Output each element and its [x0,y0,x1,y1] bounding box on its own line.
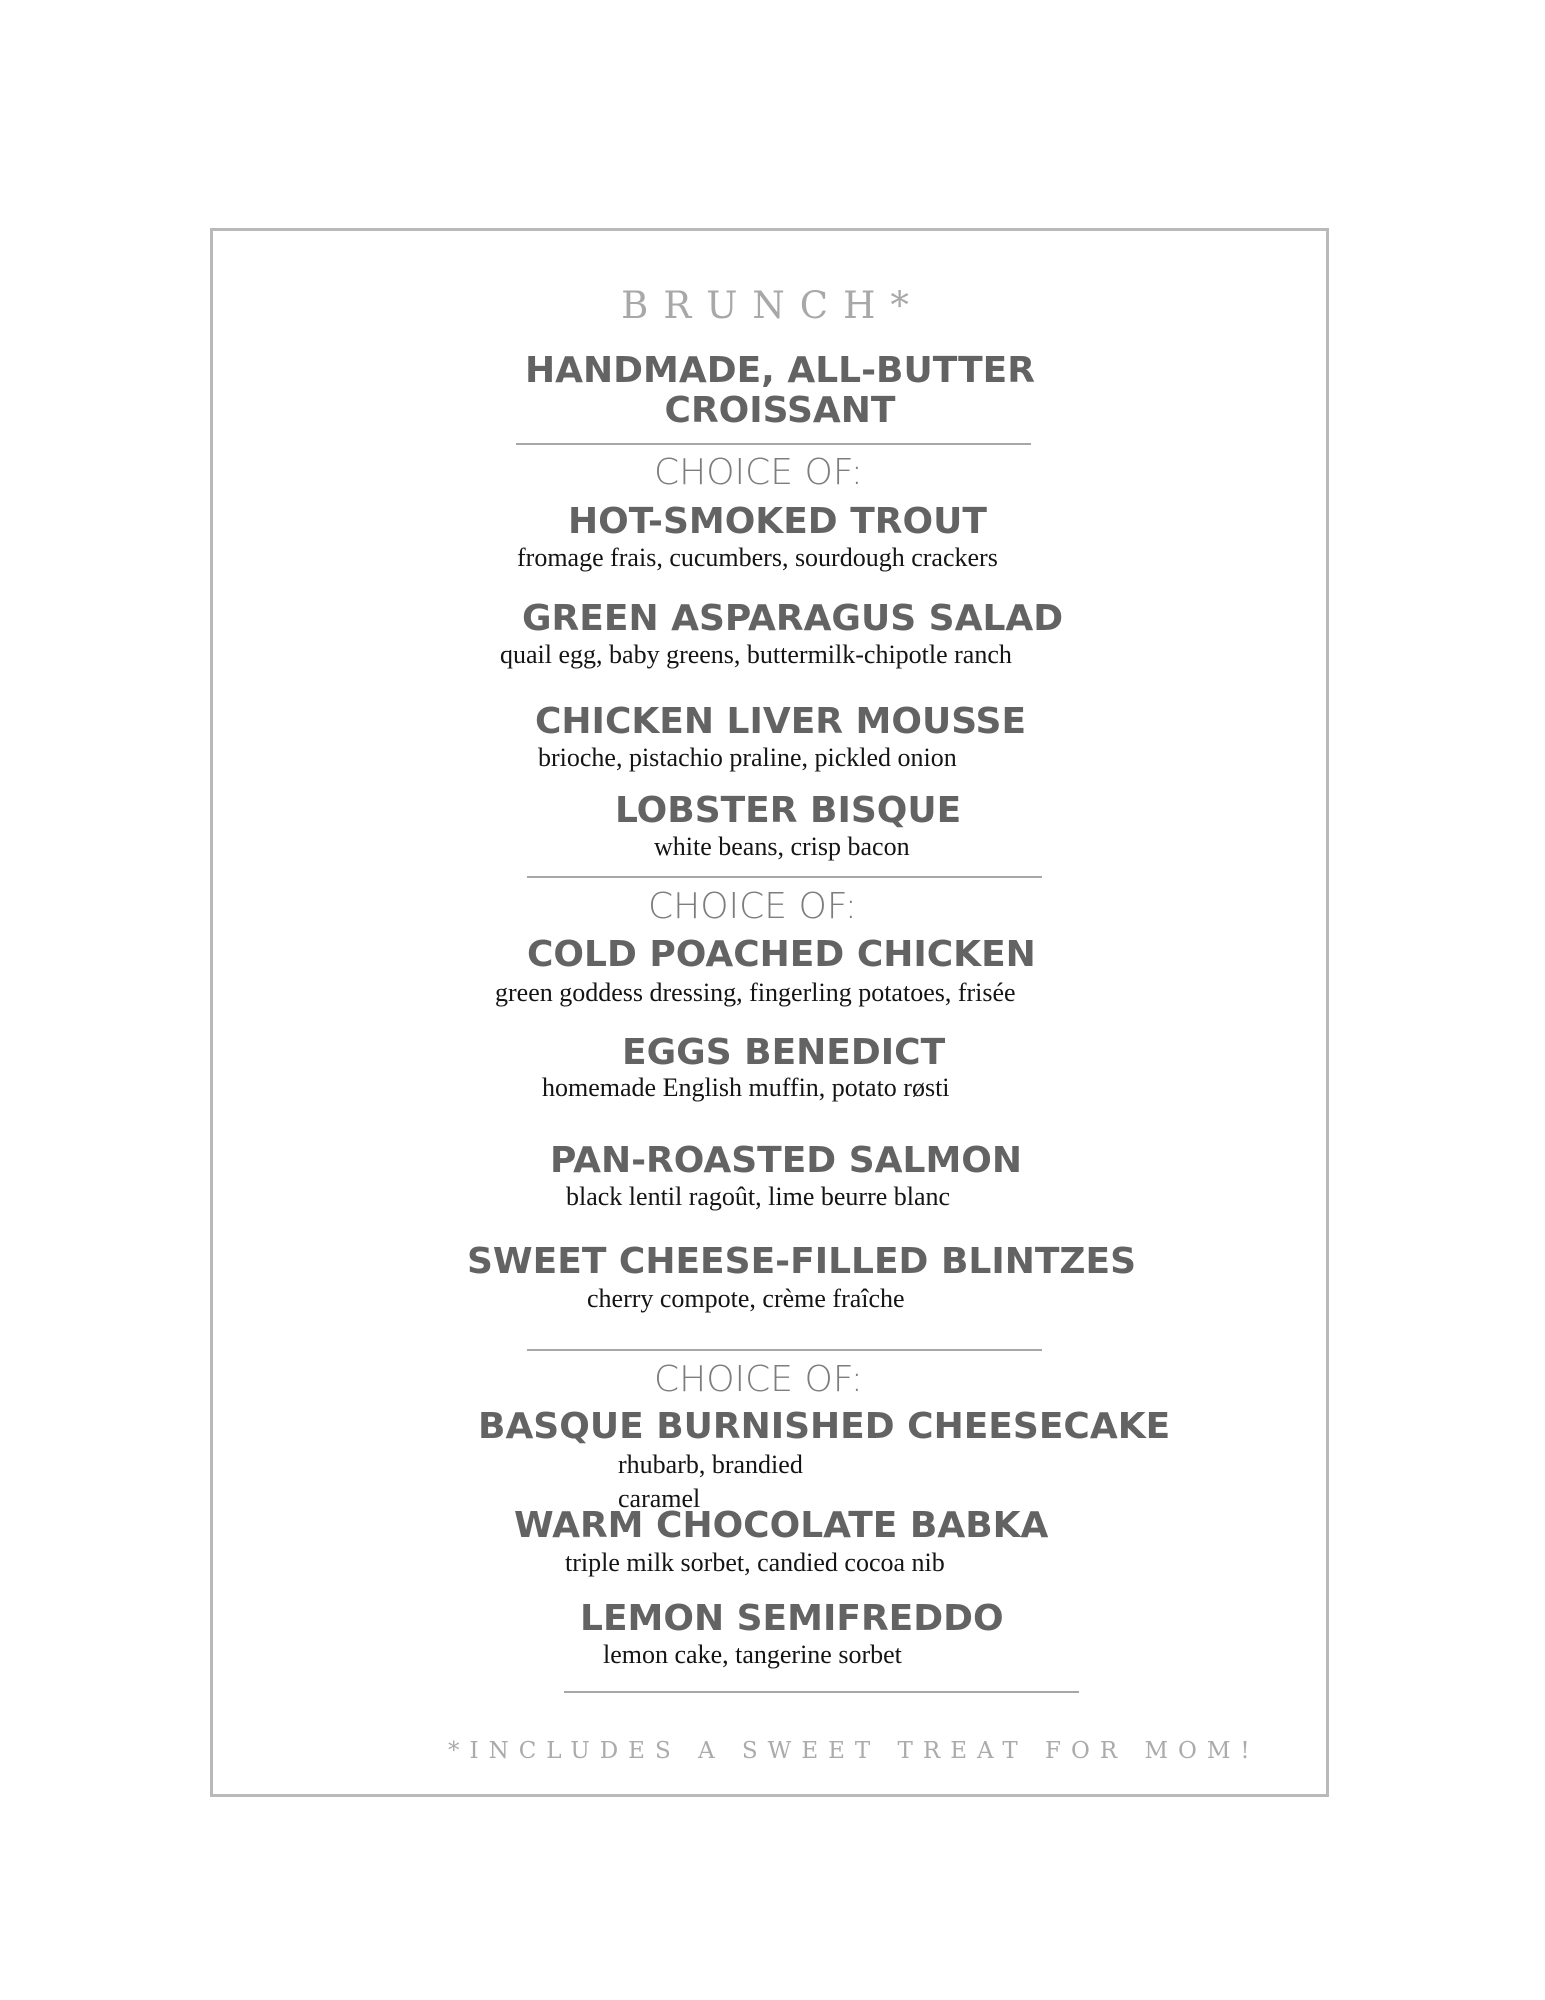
course1-heading: CHOICE OF: [654,452,863,493]
course1-item-4-name: LOBSTER BISQUE [615,790,962,831]
divider [516,443,1031,445]
course1-item-1-name: HOT-SMOKED TROUT [568,501,987,542]
course3-item-2-desc: triple milk sorbet, candied cocoa nib [565,1548,945,1577]
course3-item-2-name: WARM CHOCOLATE BABKA [514,1505,1049,1546]
course2-item-2-name: EGGS BENEDICT [622,1032,946,1073]
course1-item-2-desc: quail egg, baby greens, buttermilk-chipotle ranch [500,640,1012,669]
course2-item-1-desc: green goddess dressing, fingerling potatoes, frisée [495,978,1016,1007]
divider [564,1691,1079,1693]
course3-item-1-name: BASQUE BURNISHED CHEESECAKE [478,1406,1171,1447]
course2-heading: CHOICE OF: [648,886,857,927]
course3-item-3-desc: lemon cake, tangerine sorbet [603,1640,902,1669]
course1-item-3-desc: brioche, pistachio praline, pickled onion [538,743,957,772]
course1-item-2-name: GREEN ASPARAGUS SALAD [522,598,1064,639]
menu-title: BRUNCH* [621,284,924,327]
course2-item-4-name: SWEET CHEESE-FILLED BLINTZES [467,1241,1137,1282]
course3-item-1-desc: rhubarb, brandied caramel [618,1450,803,1513]
course2-item-4-desc: cherry compote, crème fraîche [587,1284,905,1313]
opener-dish: HANDMADE, ALL-BUTTER CROISSANT [525,350,1035,431]
course2-item-2-desc: homemade English muffin, potato røsti [542,1073,950,1102]
course1-item-1-desc: fromage frais, cucumbers, sourdough crackers [517,543,998,572]
course1-item-4-desc: white beans, crisp bacon [654,832,910,861]
course3-heading: CHOICE OF: [654,1359,863,1400]
course2-item-3-desc: black lentil ragoût, lime beurre blanc [566,1182,951,1211]
divider [527,1349,1042,1351]
course2-item-1-name: COLD POACHED CHICKEN [527,934,1036,975]
course3-item-3-name: LEMON SEMIFREDDO [580,1598,1004,1639]
divider [527,876,1042,878]
course2-item-3-name: PAN-ROASTED SALMON [550,1140,1023,1181]
footer-note: *INCLUDES A SWEET TREAT FOR MOM! [448,1738,1260,1764]
course1-item-3-name: CHICKEN LIVER MOUSSE [535,701,1027,742]
